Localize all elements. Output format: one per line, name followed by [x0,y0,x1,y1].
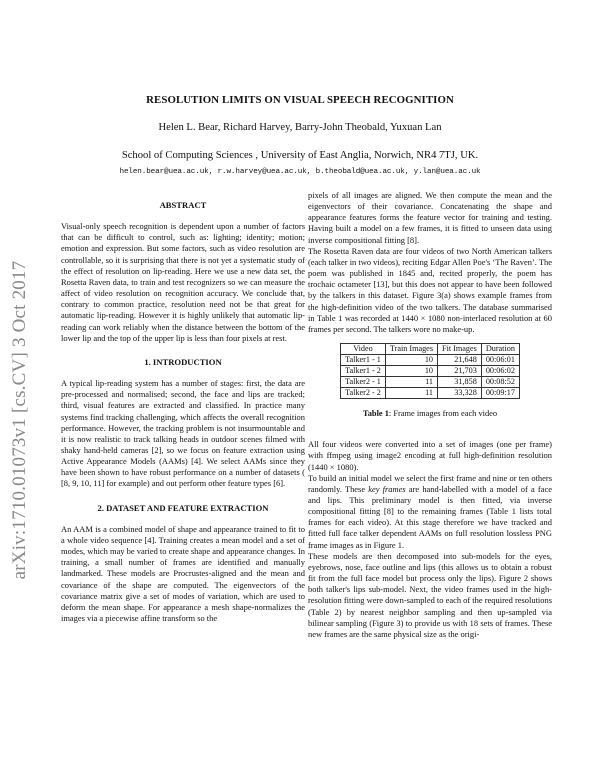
paragraph: These models are then decomposed into sub-models for the eyes, eyebrows, nose, face outline and lips (this allows us to obtain a robust fit from the full face model but process only the lips). Figure 2 shows both talker's lips sub-model. Next, the video frames used in the high-resolution fitting were down-sampled to each of the required resolutions (Table 2) by nearest neighbor sampling and then up-sampled via bilinear sampling (Figure 3) to provide us with 18 sets of frames. These new frames are the same physical size as the origi- [308,550,552,639]
left-column [61,200,305,624]
table-cell: 21,703 [438,366,482,377]
paragraph: pixels of all images are aligned. We then compute the mean and the eigenvectors of their covariance. Concatenating the shape and appearance features forms the feature vector for training and testing. Having built a model on a few frames, it is fitted to unseen data using inverse compositional fitting [8]. [308,190,552,245]
paragraph-text: To build an initial model we select the first frame and nine or ten others randomly. These [308,472,552,494]
abstract-heading: ABSTRACT [159,200,207,210]
emphasis-text: key frames [368,483,406,494]
author-emails: helen.bear@uea.ac.uk, r.w.harvey@uea.ac.uk, b.theobald@uea.ac.uk, y.lan@uea.ac.uk [119,168,481,176]
frame-table [340,343,520,399]
table-header-row [341,344,520,355]
table-cell: 33,328 [438,388,482,399]
table-cell: Talker2 - 2 [341,388,386,399]
table-cell: Talker2 - 1 [341,377,386,388]
table-cell: 00:08:52 [481,377,519,388]
table-header-cell: Train Images [385,344,437,355]
table-header-cell: Duration [481,344,519,355]
intro-text: A typical lip-reading system has a number of stages: first, the data are pre-processed and normalised; second, the face and lips are tracked; third, visual features are extracted and classified. In practice many systems find tracking challenging, which affects the overall recognition performance. However, the tracking problem is not insurmountable and it is now realistic to track talking heads in outdoor scenes filmed with shaky hand-held cameras [2], so we focus on feature extraction using Active Appearance Models (AAMs) [4]. We select AAMs since they have been shown to have robust performance on a number of datasets ( [8, 9, 10, 11] for example) and out perform other feature types [6]. [61,378,305,489]
table-caption [308,408,552,419]
dataset-heading: 2. DATASET AND FEATURE EXTRACTION [97,502,269,513]
table-cell: 31,858 [438,377,482,388]
table-cell: 10 [385,366,437,377]
arxiv-stamp [10,255,30,585]
table-cell: Talker1 - 2 [341,366,386,377]
table-cell: 10 [385,355,437,366]
paragraph: The Rosetta Raven data are four videos of two North American talkers (each talker in two videos), reciting Edgar Allen Poe's ‘The Raven’. The poem was published in 1845 and, recited properly, the poem has trochaic octameter [13], but this does not appear to have been followed by the talkers in this dataset. Figure 3(a) shows example frames from the high-definition video of the two talkers. The database summarised in Table 1 was recorded at 1440 × 1080 non-interlaced resolution at 60 frames per second. The talkers wore no make-up. [308,245,552,334]
table-caption-label: Table 1 [362,409,389,419]
paper-title: RESOLUTION LIMITS ON VISUAL SPEECH RECOGNITION [146,94,454,106]
dataset-text: An AAM is a combined model of shape and appearance trained to fit to a whole video sequence [4]. Training creates a mean model and a set of modes, which may be varied to create shape and appearance changes. In training, a small number of frames are identified and manually landmarked. These models are Procrustes-aligned and the mean and covariance of the shape are computed. The eigenvectors of the covariance matrix give a set of modes of variation, which are used to deform the mean shape. For appearance a mesh shape-normalizes the images via a piecewise affine transform so the [61,523,305,623]
table-header-cell: Fit Images [438,344,482,355]
table-cell: 11 [385,388,437,399]
table-cell: 00:06:02 [481,366,519,377]
intro-heading: 1. INTRODUCTION [144,356,222,367]
affiliation: School of Computing Sciences , University of East Anglia, Norwich, NR4 7TJ, UK. [121,150,479,161]
table-cell: Talker1 - 1 [341,355,386,366]
table-row [341,355,520,366]
author-list: Helen L. Bear, Richard Harvey, Barry-John Theobald, Yuxuan Lan [158,122,442,133]
table-row [341,388,520,399]
paragraph-text: are hand-labelled with a model of a face and lips. This preliminary model is then fitted, via inverse compositional fitting [8] to the remaining frames (Table 1 lists total frames for each video). At this stage therefore we have tracked and fitted full face talker dependent AAMs on full resolution lossless PNG frame images as in Figure 1. [308,483,552,550]
right-column [308,190,552,640]
table-row [341,366,520,377]
paragraph [308,473,552,551]
table-cell: 00:09:17 [481,388,519,399]
paragraph: All four videos were converted into a set of images (one per frame) with ffmpeg using image2 encoding at full high-definition resolution (1440 × 1080). [308,439,552,472]
table-caption-text: : Frame images from each video [388,409,498,419]
table-cell: 21,648 [438,355,482,366]
abstract-text: Visual-only speech recognition is dependent upon a number of factors that can be difficult to control, such as: lighting; identity; motion; emotion and expression. But some factors, such as video resolution are controllable, so it is surprising that there is not yet a systematic study of the effect of resolution on lip-reading. Here we use a new data set, the Rosetta Raven data, to train and test recognizers so we can measure the affect of video resolution on recognition accuracy. We conclude that, contrary to common practice, resolution need not be that great for automatic lip-reading. However it is highly unlikely that automatic lip-reading can work reliably when the distance between the bottom of the lower lip and the top of the upper lip is less than four pixels at rest. [61,221,305,343]
table-cell: 11 [385,377,437,388]
table-cell: 00:06:01 [481,355,519,366]
arxiv-stamp-text: arXiv:1710.01073v1 [cs.CV] 3 Oct 2017 [9,260,30,580]
table-row [341,377,520,388]
table-header-cell: Video [341,344,386,355]
